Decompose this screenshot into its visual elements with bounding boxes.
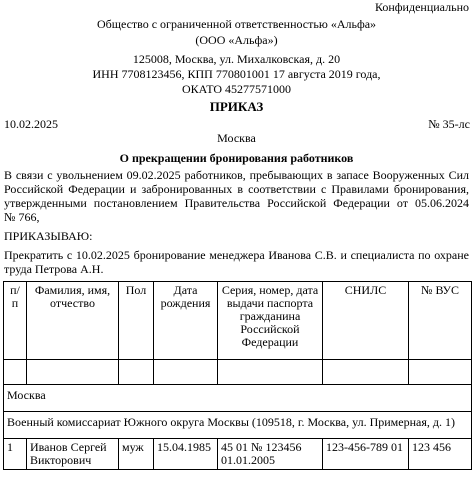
passport-number: 45 01 № 123456 bbox=[221, 440, 302, 454]
header-num: п/п bbox=[4, 282, 27, 360]
cell-name: Иванов Сергей Викторович bbox=[27, 439, 119, 470]
org-inn-kpp: ИНН 7708123456, КПП 770801001 17 августа 2019 года, bbox=[92, 67, 381, 81]
section-commissariat-row bbox=[4, 412, 472, 439]
order-number: № 35-лс bbox=[428, 117, 470, 131]
org-address: 125008, Москва, ул. Михалковская, д. 20 bbox=[132, 52, 341, 66]
org-okato: ОКАТО 45277571000 bbox=[181, 82, 292, 96]
section-commissariat: Военный комиссариат Южного округа Москвы (109518, г. Москва, ул. Примерная, д. 1) bbox=[4, 412, 472, 439]
confidential-mark: Конфиденциально bbox=[374, 0, 469, 14]
table-cell bbox=[119, 360, 154, 385]
employees-table bbox=[3, 281, 472, 470]
table-empty-row bbox=[4, 360, 472, 385]
cell-num: 1 bbox=[4, 439, 27, 470]
intro-line: Российской Федерации и забронированных в соответствии с Правилами бронирования, bbox=[4, 182, 469, 196]
directive-line: труда Петрова А.Н. bbox=[4, 262, 104, 276]
directive-line: Прекратить с 10.02.2025 бронирование менеджера Иванова С.В. и специалиста по охране bbox=[4, 248, 469, 262]
order-date: 10.02.2025 bbox=[4, 117, 58, 131]
table-cell bbox=[27, 360, 119, 385]
header-birth: Дата рождения bbox=[154, 282, 218, 360]
cell-passport bbox=[218, 439, 323, 470]
table-header-row bbox=[4, 282, 472, 360]
order-word: ПРИКАЗЫВАЮ: bbox=[4, 229, 93, 243]
table-cell bbox=[218, 360, 323, 385]
header-passport: Серия, номер, дата выдачи паспорта гражданина Российской Федерации bbox=[218, 282, 323, 360]
table-cell bbox=[409, 360, 472, 385]
org-short-name: (ООО «Альфа») bbox=[195, 33, 278, 47]
section-city: Москва bbox=[4, 385, 472, 412]
cell-vus: 123 456 bbox=[409, 439, 472, 470]
header-name: Фамилия, имя, отчество bbox=[27, 282, 119, 360]
intro-line: утвержденными постановлением Правительства Российской Федерации от 05.06.2024 bbox=[4, 196, 469, 210]
org-name: Общество с ограниченной ответственностью «Альфа» bbox=[96, 17, 377, 31]
table-cell bbox=[323, 360, 409, 385]
header-snils: СНИЛС bbox=[323, 282, 409, 360]
cell-snils: 123-456-789 01 bbox=[323, 439, 409, 470]
cell-birth: 15.04.1985 bbox=[154, 439, 218, 470]
header-sex: Пол bbox=[119, 282, 154, 360]
order-city: Москва bbox=[217, 131, 256, 145]
table-cell bbox=[4, 360, 27, 385]
passport-date: 01.01.2005 bbox=[221, 453, 275, 467]
intro-line: В связи с увольнением 09.02.2025 работников, пребывающих в запасе Вооруженных Сил bbox=[4, 168, 469, 182]
cell-sex: муж bbox=[119, 439, 154, 470]
intro-line: № 766, bbox=[4, 210, 40, 224]
order-subject: О прекращении бронирования работников bbox=[119, 151, 354, 165]
header-vus: № ВУС bbox=[409, 282, 472, 360]
intro-paragraph bbox=[4, 168, 469, 224]
table-row bbox=[4, 439, 472, 470]
section-city-row bbox=[4, 385, 472, 412]
order-title: ПРИКАЗ bbox=[209, 99, 264, 114]
table-cell bbox=[154, 360, 218, 385]
directive-paragraph bbox=[4, 248, 469, 276]
